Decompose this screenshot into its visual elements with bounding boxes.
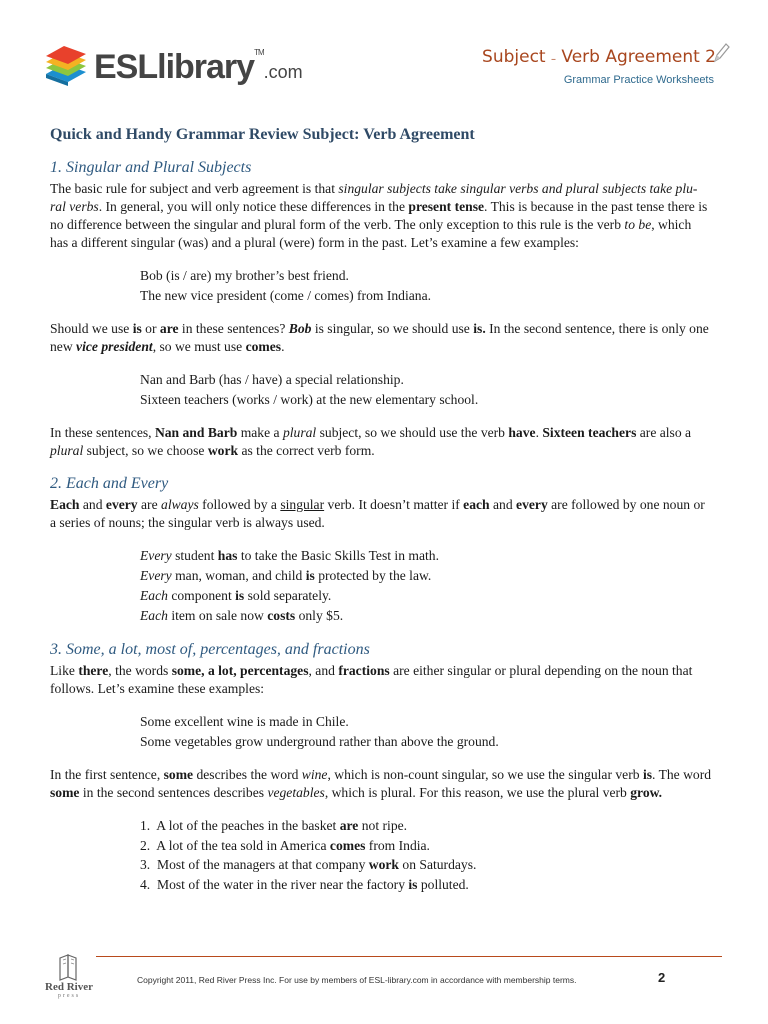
book-icon [54,952,84,982]
worksheet-body [50,126,712,894]
example-sentence: Every student has to take the Basic Skills Test in math. [140,548,439,563]
brand-wordmark: ESLlibrary™.com [94,48,303,86]
list-item: 4. Most of the water in the river near the factory is polluted. [140,876,469,892]
example-block [140,546,712,626]
page-header [0,0,768,110]
example-block [140,712,712,752]
paragraph: In these sentences, Nan and Barb make a plural subject, so we should use the verb have. Sixteen teachers are also a plural subject, so we choose work as the correct verb form. [50,425,692,458]
paragraph: The basic rule for subject and verb agreement is that singular subjects take singular verbs and plural subjects take plu-ral verbs. In general, you will only notice these differences in the present tense. This is because in the past tense there is no difference between the singular and plural form of the verb. The only exception to this rule is the verb to be, which has a different singular (was) and a plural (were) form in the past. Let’s examine a few examples: [50,181,708,250]
example-sentence: Each item on sale now costs only $5. [140,608,344,623]
example-sentence: Each component is sold separately. [140,588,332,603]
example-sentence: Every man, woman, and child is protected by the law. [140,568,432,583]
list-item: 1. A lot of the peaches in the basket are not ripe. [140,818,408,833]
esl-library-logo[interactable] [42,42,303,90]
page-title: Quick and Handy Grammar Review Subject: Verb Agreement [50,126,475,143]
example-sentence: Sixteen teachers (works / work) at the new elementary school. [140,392,479,407]
list-item: 3. Most of the managers at that company work on Saturdays. [140,857,477,872]
example-block [140,266,712,306]
numbered-list [140,816,712,894]
example-block [140,370,712,410]
copyright-notice: Copyright 2011, Red River Press Inc. For use by members of ESL-library.com in accordance with membership terms. [137,975,577,985]
example-sentence: Bob (is / are) my brother’s best friend. [140,268,349,283]
page-number: 2 [658,970,666,985]
paragraph: Each and every are always followed by a singular verb. It doesn’t matter if each and every are followed by one noun or a series of nouns; the singular verb is always used. [50,497,705,530]
section-heading: 2. Each and Every [50,475,169,492]
paragraph: Like there, the words some, a lot, percentages, and fractions are either singular or plural depending on the noun that follows. Let’s examine these examples: [50,663,693,696]
worksheet-subtitle: Grammar Practice Worksheets [563,74,714,86]
paragraph: In the first sentence, some describes the word wine, which is non-count singular, so we use the singular verb is. The word some in the second sentences describes vegetables, which is plural. For this reason, we use the plural verb grow. [50,767,712,800]
pencil-icon [712,42,730,64]
worksheet-title: Subject – Verb Agreement 2 [482,47,716,67]
footer-divider [96,956,722,957]
example-sentence: Nan and Barb (has / have) a special relationship. [140,372,404,387]
red-river-press-logo: Red River press [44,952,94,1014]
example-sentence: Some excellent wine is made in Chile. [140,714,349,729]
example-sentence: The new vice president (come / comes) from Indiana. [140,288,432,303]
section-heading: 1. Singular and Plural Subjects [50,159,252,176]
example-sentence: Some vegetables grow underground rather than above the ground. [140,734,499,749]
list-item: 2. A lot of the tea sold in America comes from India. [140,837,430,853]
section-heading: 3. Some, a lot, most of, percentages, and fractions [50,641,370,658]
paragraph: Should we use is or are in these sentences? Bob is singular, so we should use is. In the second sentence, there is only one new vice president, so we must use comes. [50,321,709,354]
books-stack-icon [42,44,90,88]
